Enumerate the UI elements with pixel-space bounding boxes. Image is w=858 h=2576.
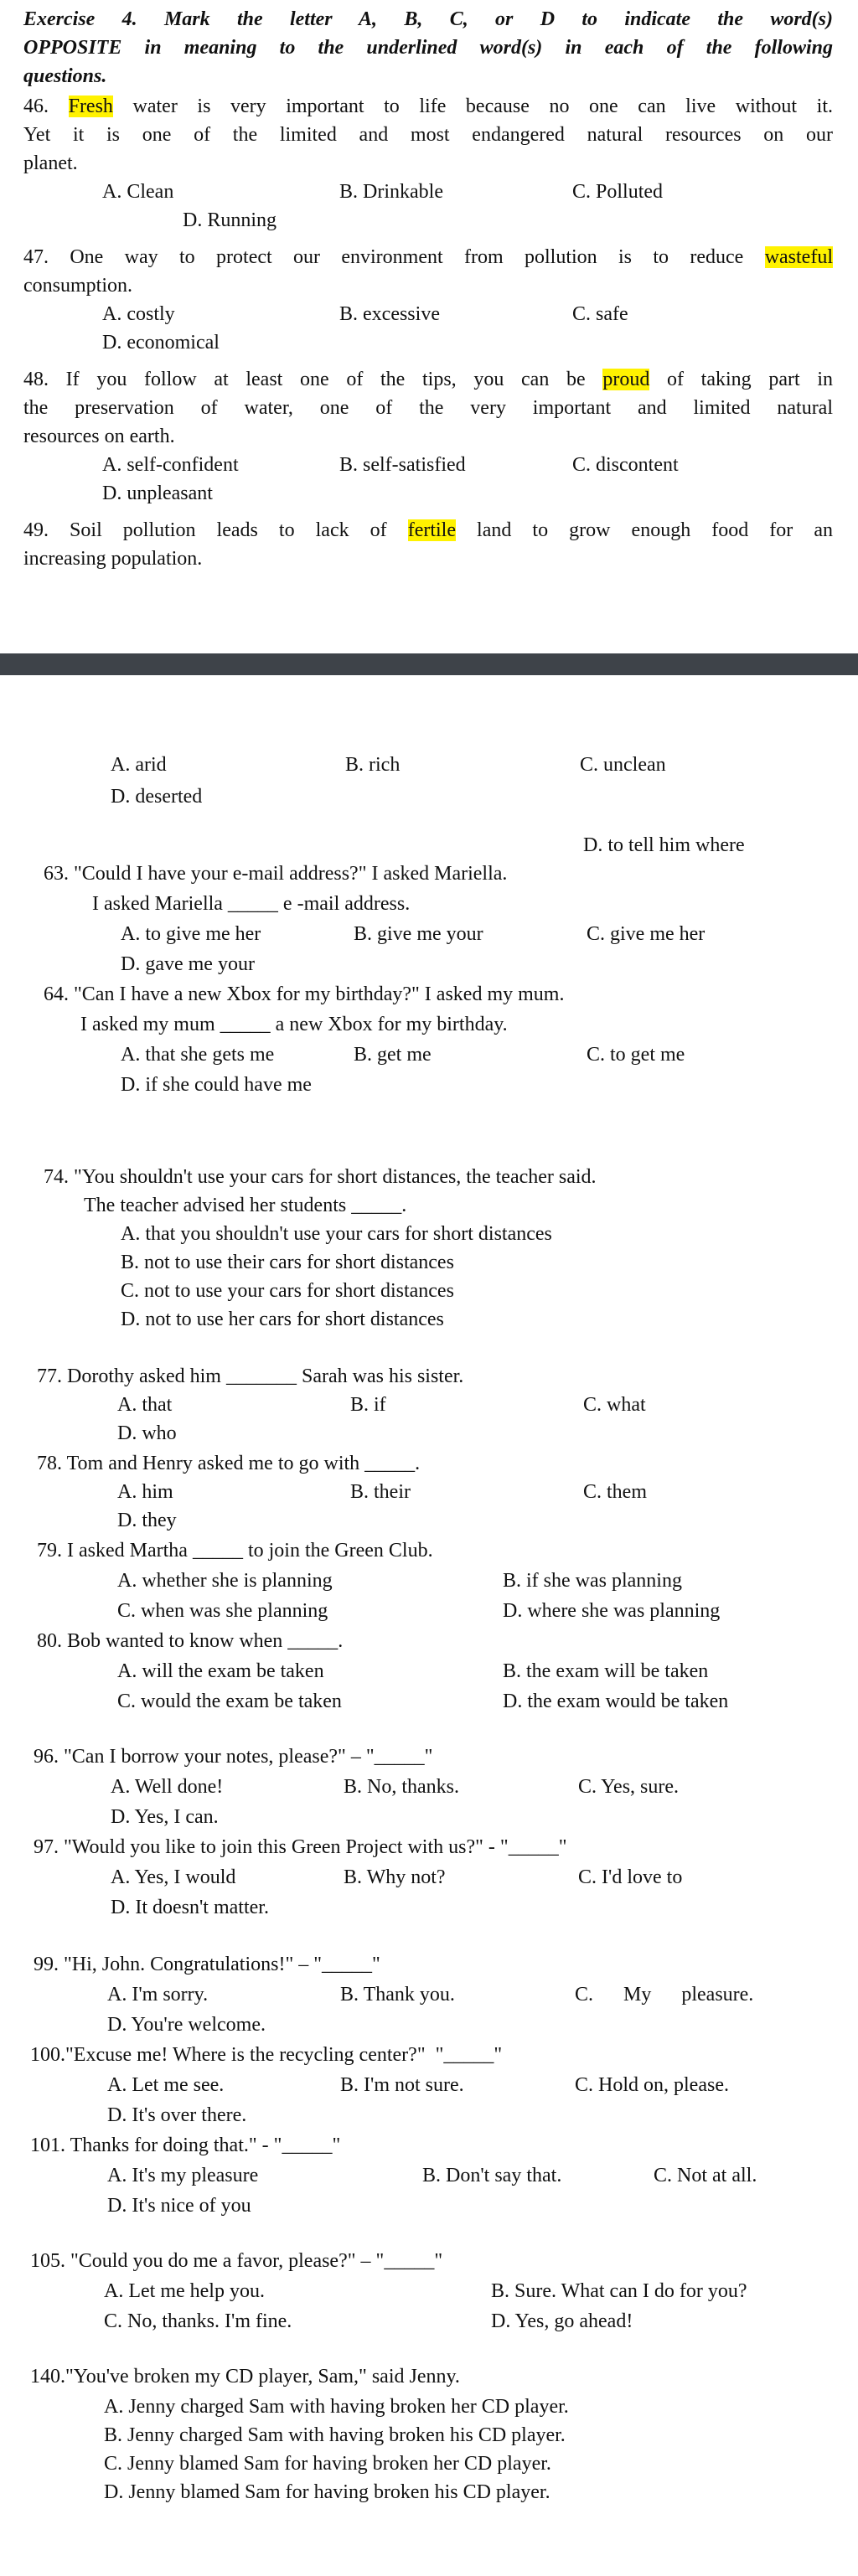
q78-option-c[interactable]: C. them: [583, 1481, 647, 1503]
q140-option-a[interactable]: A. Jenny charged Sam with having broken her CD player.: [104, 2396, 569, 2418]
title-line-1: Exercise 4. Mark the letter A, B, C, or D to indicate the word(s): [23, 8, 833, 30]
q105-stem: 105. "Could you do me a favor, please?" – "_____": [30, 2250, 443, 2272]
q77-option-c[interactable]: C. what: [583, 1394, 646, 1416]
q47-option-a[interactable]: A. costly: [102, 303, 175, 325]
q99-option-a[interactable]: A. I'm sorry.: [107, 1984, 209, 2006]
q101-option-c[interactable]: C. Not at all.: [654, 2165, 757, 2186]
q79-option-c[interactable]: C. when was she planning: [117, 1600, 328, 1622]
q140-option-d[interactable]: D. Jenny blamed Sam for having broken his CD player.: [104, 2481, 550, 2503]
q100-option-b[interactable]: B. I'm not sure.: [340, 2074, 464, 2096]
q48-line-3: resources on earth.: [23, 426, 175, 447]
q101-option-d[interactable]: D. It's nice of you: [107, 2195, 251, 2217]
q100-option-d[interactable]: D. It's over there.: [107, 2104, 247, 2126]
q46-line-1: 46. Fresh water is very important to life because no one can live without it.: [23, 96, 834, 117]
q96-option-a[interactable]: A. Well done!: [111, 1776, 224, 1798]
q100-option-a[interactable]: A. Let me see.: [107, 2074, 225, 2096]
q63-sentence: I asked Mariella _____ e -mail address.: [92, 893, 411, 915]
q80-option-c[interactable]: C. would the exam be taken: [117, 1691, 342, 1712]
q63-option-b[interactable]: B. give me your: [354, 923, 483, 945]
q47-option-d[interactable]: D. economical: [102, 332, 220, 354]
q97-option-d[interactable]: D. It doesn't matter.: [111, 1897, 269, 1918]
q74-option-a[interactable]: A. that you shouldn't use your cars for short distances: [121, 1223, 552, 1245]
q64-sentence: I asked my mum _____ a new Xbox for my birthday.: [80, 1014, 508, 1035]
q96-option-c[interactable]: C. Yes, sure.: [578, 1776, 680, 1798]
q96-stem: 96. "Can I borrow your notes, please?" – "_____": [34, 1746, 433, 1768]
q74-option-c[interactable]: C. not to use your cars for short distances: [121, 1280, 454, 1302]
q80-option-b[interactable]: B. the exam will be taken: [503, 1660, 709, 1682]
q140-stem: 140."You've broken my CD player, Sam," said Jenny.: [30, 2366, 460, 2388]
q78-stem: 78. Tom and Henry asked me to go with _____.: [37, 1453, 421, 1474]
q140-option-c[interactable]: C. Jenny blamed Sam for having broken her CD player.: [104, 2453, 551, 2475]
q48-line-1: 48. If you follow at least one of the tips, you can be proud of taking part in: [23, 369, 833, 390]
q48-underlined-word: proud: [602, 369, 650, 390]
q77-option-a[interactable]: A. that: [117, 1394, 173, 1416]
q80-option-d[interactable]: D. the exam would be taken: [503, 1691, 729, 1712]
q64-option-b[interactable]: B. get me: [354, 1044, 432, 1066]
q47-line-2: consumption.: [23, 275, 132, 297]
q99-option-d[interactable]: D. You're welcome.: [107, 2014, 266, 2036]
q63-stem: 63. "Could I have your e-mail address?" I asked Mariella.: [44, 863, 508, 885]
q49-line-2: increasing population.: [23, 548, 203, 570]
q79-option-d[interactable]: D. where she was planning: [503, 1600, 721, 1622]
q47-underlined-word: wasteful: [764, 246, 833, 268]
q97-option-a[interactable]: A. Yes, I would: [111, 1866, 236, 1888]
q78-option-b[interactable]: B. their: [350, 1481, 411, 1503]
q80-option-a[interactable]: A. will the exam be taken: [117, 1660, 324, 1682]
title-line-2: OPPOSITE in meaning to the underlined word(s) in each of the following: [23, 37, 833, 59]
q79-option-a[interactable]: A. whether she is planning: [117, 1570, 333, 1592]
q49-underlined-word: fertile: [407, 519, 456, 541]
q105-option-d[interactable]: D. Yes, go ahead!: [491, 2310, 633, 2332]
q49-option-d[interactable]: D. deserted: [111, 786, 203, 808]
q46-option-a[interactable]: A. Clean: [102, 181, 174, 203]
q100-stem: 100."Excuse me! Where is the recycling center?" "_____": [30, 2044, 503, 2066]
q49-option-a[interactable]: A. arid: [111, 754, 167, 776]
q48-option-d[interactable]: D. unpleasant: [102, 483, 213, 504]
q99-option-c[interactable]: C. My pleasure.: [575, 1984, 754, 2006]
q101-option-b[interactable]: B. Don't say that.: [422, 2165, 562, 2186]
q47-option-b[interactable]: B. excessive: [339, 303, 440, 325]
q46-option-c[interactable]: C. Polluted: [572, 181, 664, 203]
q47-option-c[interactable]: C. safe: [572, 303, 628, 325]
q105-option-b[interactable]: B. Sure. What can I do for you?: [491, 2280, 747, 2302]
q77-option-b[interactable]: B. if: [350, 1394, 386, 1416]
q96-option-b[interactable]: B. No, thanks.: [344, 1776, 459, 1798]
q97-stem: 97. "Would you like to join this Green Project with us?" - "_____": [34, 1836, 567, 1858]
q64-stem: 64. "Can I have a new Xbox for my birthday?" I asked my mum.: [44, 983, 565, 1005]
q48-option-a[interactable]: A. self-confident: [102, 454, 239, 476]
q49-option-b[interactable]: B. rich: [345, 754, 401, 776]
q48-option-b[interactable]: B. self-satisfied: [339, 454, 466, 476]
q101-stem: 101. Thanks for doing that." - "_____": [30, 2135, 341, 2156]
q80-stem: 80. Bob wanted to know when _____.: [37, 1630, 344, 1652]
q79-option-b[interactable]: B. if she was planning: [503, 1570, 682, 1592]
q99-stem: 99. "Hi, John. Congratulations!" – "_____": [34, 1954, 380, 1975]
q97-option-c[interactable]: C. I'd love to: [578, 1866, 683, 1888]
page-divider: [0, 653, 858, 675]
q140-option-b[interactable]: B. Jenny charged Sam with having broken his CD player.: [104, 2424, 566, 2446]
q63-option-d[interactable]: D. gave me your: [121, 953, 255, 975]
q64-option-d[interactable]: D. if she could have me: [121, 1074, 312, 1096]
q105-option-a[interactable]: A. Let me help you.: [104, 2280, 265, 2302]
q64-option-c[interactable]: C. to get me: [587, 1044, 685, 1066]
q77-stem: 77. Dorothy asked him _______ Sarah was his sister.: [37, 1365, 464, 1387]
q74-option-b[interactable]: B. not to use their cars for short distances: [121, 1252, 454, 1273]
q46-underlined-word: Fresh: [68, 96, 113, 117]
q74-sentence: The teacher advised her students _____.: [84, 1195, 407, 1216]
q74-stem: 74. "You shouldn't use your cars for short distances, the teacher said.: [44, 1166, 597, 1188]
q97-option-b[interactable]: B. Why not?: [344, 1866, 446, 1888]
q49-option-c[interactable]: C. unclean: [580, 754, 666, 776]
q96-option-d[interactable]: D. Yes, I can.: [111, 1806, 219, 1828]
q48-line-2: the preservation of water, one of the very important and limited natural: [23, 397, 833, 419]
q78-option-d[interactable]: D. they: [117, 1510, 177, 1531]
title-line-3: questions.: [23, 65, 107, 87]
q47-line-1: 47. One way to protect our environment from pollution is to reduce wasteful: [23, 246, 833, 268]
q46-option-d[interactable]: D. Running: [183, 209, 277, 231]
q64-option-a[interactable]: A. that she gets me: [121, 1044, 275, 1066]
q77-option-d[interactable]: D. who: [117, 1422, 177, 1444]
q46-option-b[interactable]: B. Drinkable: [339, 181, 443, 203]
q48-option-c[interactable]: C. discontent: [572, 454, 679, 476]
q49-line-1: 49. Soil pollution leads to lack of fertile land to grow enough food for an: [23, 519, 833, 541]
q63-option-a[interactable]: A. to give me her: [121, 923, 261, 945]
q105-option-c[interactable]: C. No, thanks. I'm fine.: [104, 2310, 292, 2332]
q99-option-b[interactable]: B. Thank you.: [340, 1984, 455, 2006]
q78-option-a[interactable]: A. him: [117, 1481, 173, 1503]
q63-option-c[interactable]: C. give me her: [587, 923, 706, 945]
q74-option-d[interactable]: D. not to use her cars for short distances: [121, 1309, 444, 1330]
stray-option[interactable]: D. to tell him where: [583, 834, 745, 856]
q100-option-c[interactable]: C. Hold on, please.: [575, 2074, 729, 2096]
q101-option-a[interactable]: A. It's my pleasure: [107, 2165, 259, 2186]
q79-stem: 79. I asked Martha _____ to join the Green Club.: [37, 1540, 433, 1562]
q46-line-2: Yet it is one of the limited and most endangered natural resources on our: [23, 124, 833, 146]
q46-line-3: planet.: [23, 152, 78, 174]
